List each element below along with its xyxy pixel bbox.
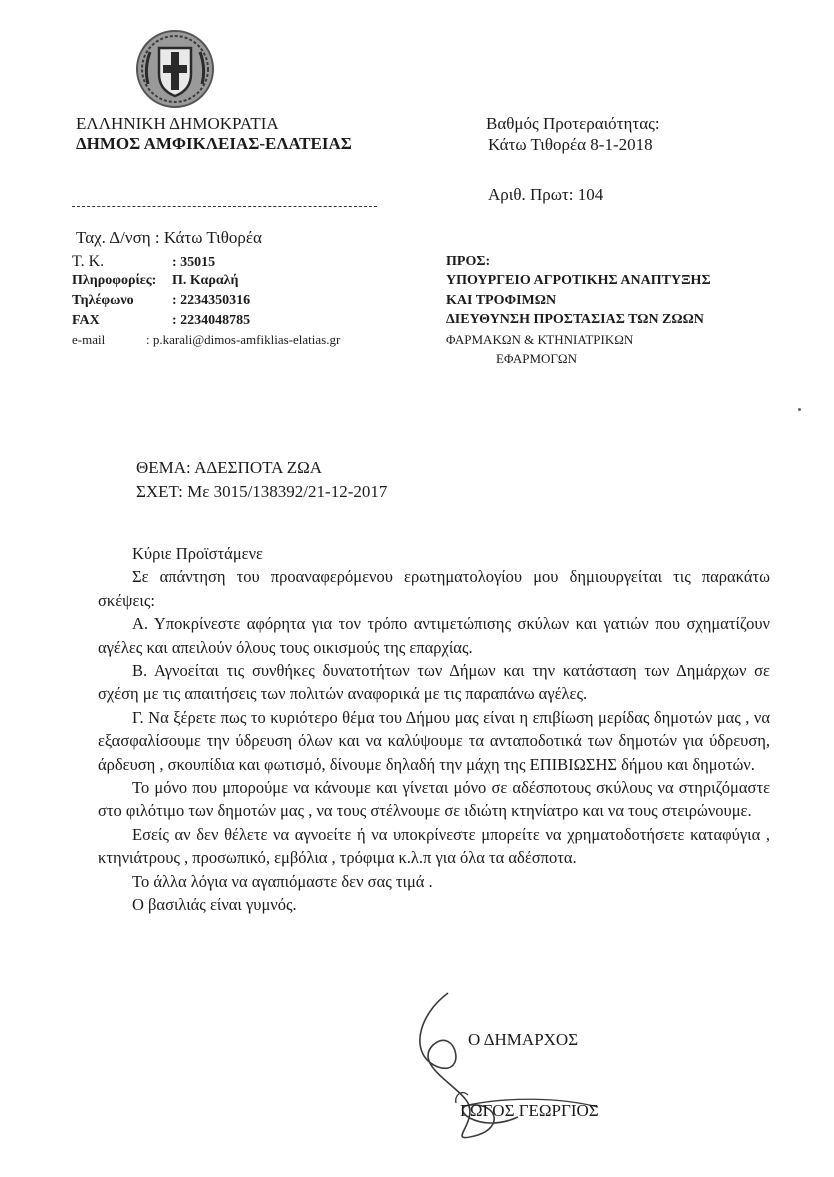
- phone-row: [72, 291, 250, 310]
- handwritten-signature: [408, 985, 638, 1155]
- body-paragraph: Το μόνο που μπορούμε να κάνουμε και γίνεται μόνο σε αδέσποτους σκύλους να στηριζόμαστε στο φιλότιμο των δημοτών μας , να τους στέλνουμε σε ιδιώτη κτηνίατρο και να τους στειρώνουμε.: [98, 778, 770, 821]
- recipient-line-3: ΔΙΕΥΘΥΝΣΗ ΠΡΟΣΤΑΣΙΑΣ ΤΩΝ ΖΩΩΝ: [446, 312, 704, 327]
- body-paragraph: Εσείς αν δεν θέλετε να αγνοείτε ή να υποκρίνεστε μπορείτε να χρηματοδοτήσετε καταφύγια , κτηνιάτρους , προσωπικό, εμβόλια , τρόφιμα κ.λ.π για όλα τα αδέσποτα.: [98, 824, 770, 868]
- reference-line: ΣΧΕΤ: Με 3015/138392/21-12-2017: [136, 482, 388, 501]
- address-value: : Κάτω Τιθορέα: [154, 228, 262, 247]
- email-label: e-mail: [72, 332, 106, 347]
- signatory-name: ΓΩΓΟΣ ΓΕΩΡΓΙΟΣ: [460, 1101, 599, 1120]
- body-paragraph: Β. Αγνοείται τις συνθήκες δυνατοτήτων των Δήμων και την κατάσταση των Δημάρχων σε σχέση με τις απαιτήσεις των πολιτών αναφορικά με τις παραπάνω αγέλες.: [98, 661, 770, 704]
- fax-value: : 2234048785: [172, 313, 251, 328]
- body-paragraph: Γ. Να ξέρετε πως το κυριότερο θέμα του Δήμου μας είναι η επιβίωση μερίδας δημοτών μας , να εξασφαλίσουμε την ύδρευση όλων και να καλύψουμε τα ανταποδοτικά των δημοτών για ύδρευση, άρδευση , σκουπίδια και φωτισμό, δίνουμε δηλαδή την μάχη της ΕΠΙΒΙΩΣΗΣ δήμου και δημοτών.: [98, 707, 770, 774]
- address-label: Ταχ. Δ/νση: [76, 228, 151, 247]
- signature-title: Ο ΔΗΜΑΡΧΟΣ: [468, 1030, 579, 1049]
- email-row: [72, 330, 340, 349]
- contact-row: [72, 271, 238, 290]
- municipality-name: ΔΗΜΟΣ ΑΜΦΙΚΛΕΙΑΣ-ΕΛΑΤΕΙΑΣ: [76, 134, 352, 153]
- email-value: : p.karali@dimos-amfiklias-elatias.gr: [146, 332, 341, 347]
- fax-row: [72, 311, 250, 330]
- zip-row: [72, 252, 215, 271]
- address-row: [76, 228, 262, 248]
- zip-value: : 35015: [172, 255, 216, 270]
- salutation: Κύριε Προϊστάμενε: [132, 544, 263, 563]
- header-divider: [72, 206, 377, 207]
- greek-coat-of-arms-emblem: [134, 28, 216, 110]
- protocol-number: Αριθ. Πρωτ: 104: [488, 185, 604, 204]
- recipient-line-2: ΚΑΙ ΤΡΟΦΙΜΩΝ: [446, 293, 557, 308]
- body-paragraph: Σε απάντηση του προαναφερόμενου ερωτηματολογίου μου δημιουργείται τις παρακάτω σκέψεις:: [98, 567, 770, 610]
- body-paragraph: Ο βασιλιάς είναι γυμνός.: [132, 895, 297, 915]
- country-name: ΕΛΛΗΝΙΚΗ ΔΗΜΟΚΡΑΤΙΑ: [76, 114, 279, 133]
- subject-line: ΘΕΜΑ: ΑΔΕΣΠΟΤΑ ΖΩΑ: [136, 458, 323, 477]
- scan-speck: [798, 408, 801, 411]
- body-paragraph: Α. Υποκρίνεστε αφόρητα για τον τρόπο αντιμετώπισης σκύλων και γατιών που σχηματίζουν αγέλες και απειλούν όλους τους οικισμούς της επαρχίας.: [98, 614, 770, 657]
- contact-value: Π. Καραλή: [172, 273, 239, 288]
- recipient-line-5: ΕΦΑΡΜΟΓΩΝ: [496, 351, 577, 366]
- zip-label: Τ. Κ.: [72, 253, 105, 270]
- letter-body: [98, 542, 770, 917]
- contact-label: Πληροφορίες:: [72, 273, 157, 288]
- recipient-to-label: ΠΡΟΣ:: [446, 254, 491, 269]
- priority-label: Βαθμός Προτεραιότητας:: [486, 114, 660, 133]
- recipient-line-1: ΥΠΟΥΡΓΕΙΟ ΑΓΡΟΤΙΚΗΣ ΑΝΑΠΤΥΞΗΣ: [446, 273, 711, 288]
- phone-label: Τηλέφωνο: [72, 293, 134, 308]
- phone-value: : 2234350316: [172, 293, 251, 308]
- recipient-line-4: ΦΑΡΜΑΚΩΝ & ΚΤΗΝΙΑΤΡΙΚΩΝ: [446, 332, 634, 347]
- fax-label: FAX: [72, 313, 100, 328]
- body-paragraph: Το άλλα λόγια να αγαπιόμαστε δεν σας τιμά .: [132, 871, 433, 891]
- place-date: Κάτω Τιθορέα 8-1-2018: [488, 135, 653, 154]
